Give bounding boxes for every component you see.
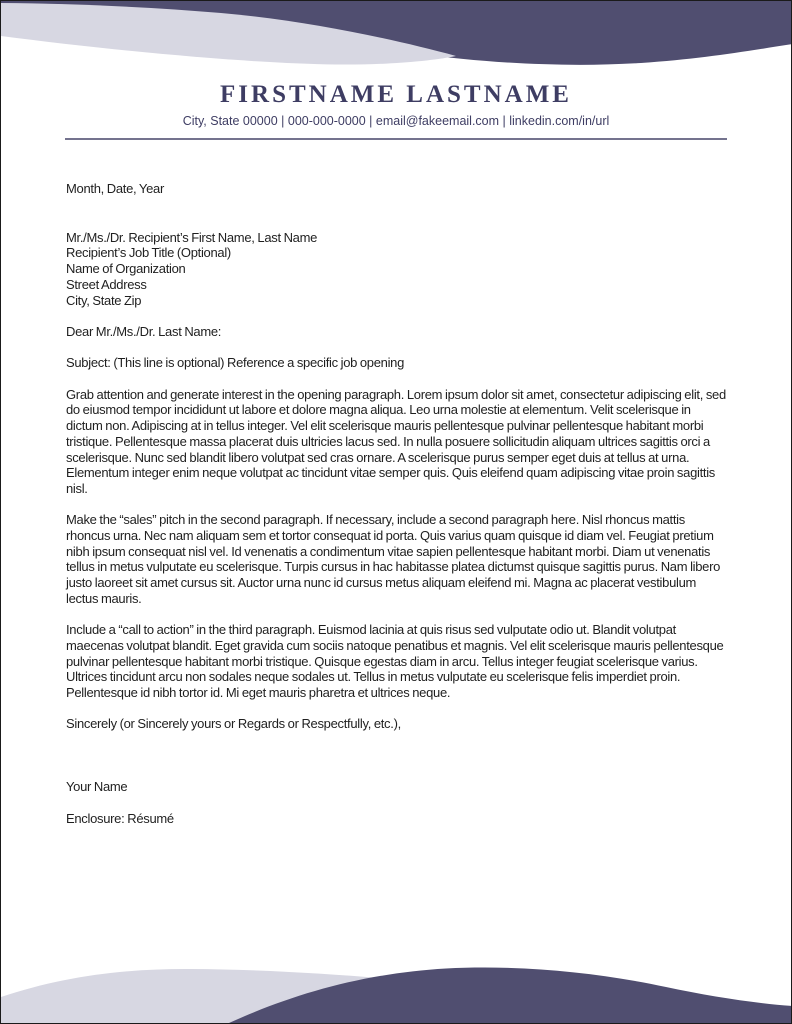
letter-body bbox=[66, 181, 726, 826]
enclosure-line: Enclosure: Résumé bbox=[66, 810, 174, 826]
opening-paragraph: Grab attention and generate interest in the opening paragraph. Lorem ipsum dolor sit amet, consectetur adipiscing elit, sed do eiusmod tempor incididunt ut labore et dolore magna aliqua. Leo urna molestie at elementum. Velit scelerisque in dictum non. Adipiscing at in tellus integer. Vel elit scelerisque mauris pellentesque pulvinar pellentesque habitant morbi tristique. Pellentesque massa placerat duis ultricies lacus sed. In nulla posuere sollicitudin aliquam ultrices sagittis orci a scelerisque. Nunc sed blandit libero volutpat sed cras ornare. A scelerisque purus semper eget duis at tellus at urna. Elementum integer enim neque volutpat ac tincidunt vitae semper quis. Quis eleifend quam adipiscing vitae proin sagittis nisl. bbox=[66, 386, 726, 496]
sales-pitch-paragraph: Make the “sales” pitch in the second paragraph. If necessary, include a second paragraph here. Nisl rhoncus mattis rhoncus urna. Nec nam aliquam sem et tortor consequat id porta. Quis varius quam quisque id diam vel. Feugiat pretium nibh ipsum consequat nisl vel. Id venenatis a condimentum vitae sapien pellentesque habitant morbi. Diam ut venenatis tellus in metus vulputate eu scelerisque. Turpis cursus in hac habitasse platea dictumst quisque sagittis purus. Nam libero justo laoreet sit amet cursus sit. Auctor urna nunc id cursus metus aliquam eleifend mi. Magna ac placerat vestibulum lectus mauris. bbox=[66, 512, 721, 606]
date-line: Month, Date, Year bbox=[66, 181, 164, 196]
call-to-action-paragraph: Include a “call to action” in the third paragraph. Euismod lacinia at quis risus sed vulputate odio ut. Blandit volutpat maecenas volutpat blandit. Eget gravida cum sociis natoque penatibus et magnis. Vel elit scelerisque mauris pellentesque pulvinar pellentesque habitant morbi tristique. Quisque egestas diam in arcu. Tellus integer feugiat scelerisque varius. Ultrices tincidunt arcu non sodales neque sodales ut. Tellus in metus vulputate eu scelerisque felis imperdiet proin. Pellentesque id nibh tortor id. Mi eget mauris pharetra et ultrices neque. bbox=[66, 622, 724, 701]
recipient-name-line: Mr./Ms./Dr. Recipient’s First Name, Last Name bbox=[66, 229, 318, 245]
subject-line: Subject: (This line is optional) Reference a specific job opening bbox=[66, 355, 405, 371]
recipient-title-line: Recipient’s Job Title (Optional) bbox=[66, 245, 231, 261]
header-rule bbox=[65, 138, 727, 140]
bottom-wave-decoration bbox=[1, 899, 792, 1023]
recipient-city-line: City, State Zip bbox=[66, 292, 142, 308]
closing-line: Sincerely (or Sincerely yours or Regards or Respectfully, etc.), bbox=[66, 716, 401, 732]
recipient-street-line: Street Address bbox=[66, 276, 147, 292]
contact-line: City, State 00000 | 000-000-0000 | email@fakeemail.com | linkedin.com/in/url bbox=[182, 114, 610, 128]
letter-header bbox=[1, 1, 791, 140]
page-title: FIRSTNAME LASTNAME bbox=[220, 81, 572, 108]
recipient-organization-line: Name of Organization bbox=[66, 261, 186, 277]
signature-name: Your Name bbox=[66, 779, 128, 795]
recipient-block bbox=[66, 230, 726, 309]
salutation-line: Dear Mr./Ms./Dr. Last Name: bbox=[66, 323, 222, 339]
